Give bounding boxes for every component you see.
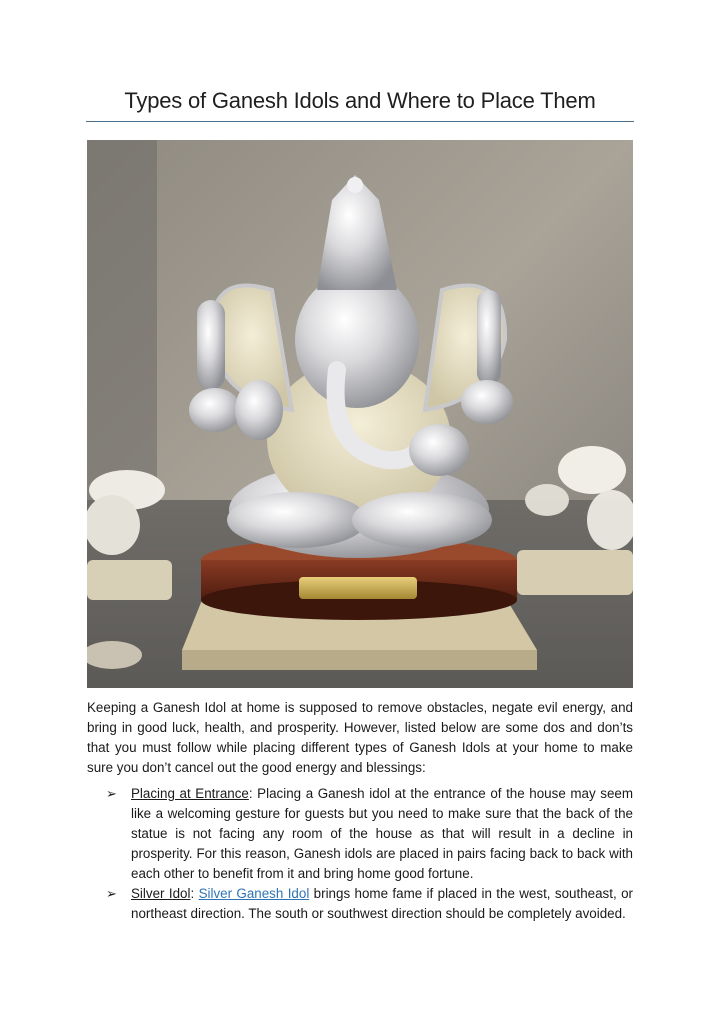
list-item-heading: Placing at Entrance	[131, 786, 249, 801]
placement-list	[87, 784, 633, 924]
list-item-text: brings home fame if placed in the west, southeast, or northeast direction. The south or southwest direction should be completely avoided.	[131, 886, 633, 921]
arrow-bullet-icon: ➢	[106, 786, 117, 801]
list-item-heading: Silver Idol	[131, 886, 191, 901]
title-divider	[86, 121, 634, 122]
list-item-text: : Placing a Ganesh idol at the entrance of the house may seem like a welcoming gesture for guests but you need to make sure that the back of the statue is not facing any room of the house as that will result in a decline in prosperity. For this reason, Ganesh idols are placed in pairs facing back to back with each other to benefit from it and bring home good fortune.	[131, 786, 633, 881]
list-item-separator: :	[190, 886, 199, 901]
silver-ganesh-idol-photo	[87, 140, 633, 688]
list-item	[87, 884, 633, 924]
silver-ganesh-idol-link[interactable]: Silver Ganesh Idol	[198, 886, 310, 901]
page-title: Types of Ganesh Idols and Where to Place Them	[124, 88, 596, 113]
list-item	[87, 784, 633, 884]
intro-paragraph: Keeping a Ganesh Idol at home is supposed to remove obstacles, negate evil energy, and bring in good luck, health, and prosperity. However, listed below are some dos and don’ts that you must follow while placing different types of Ganesh Idols at your home to make sure you don’t cancel out the good energy and blessings:	[87, 700, 633, 775]
arrow-bullet-icon: ➢	[106, 886, 117, 901]
